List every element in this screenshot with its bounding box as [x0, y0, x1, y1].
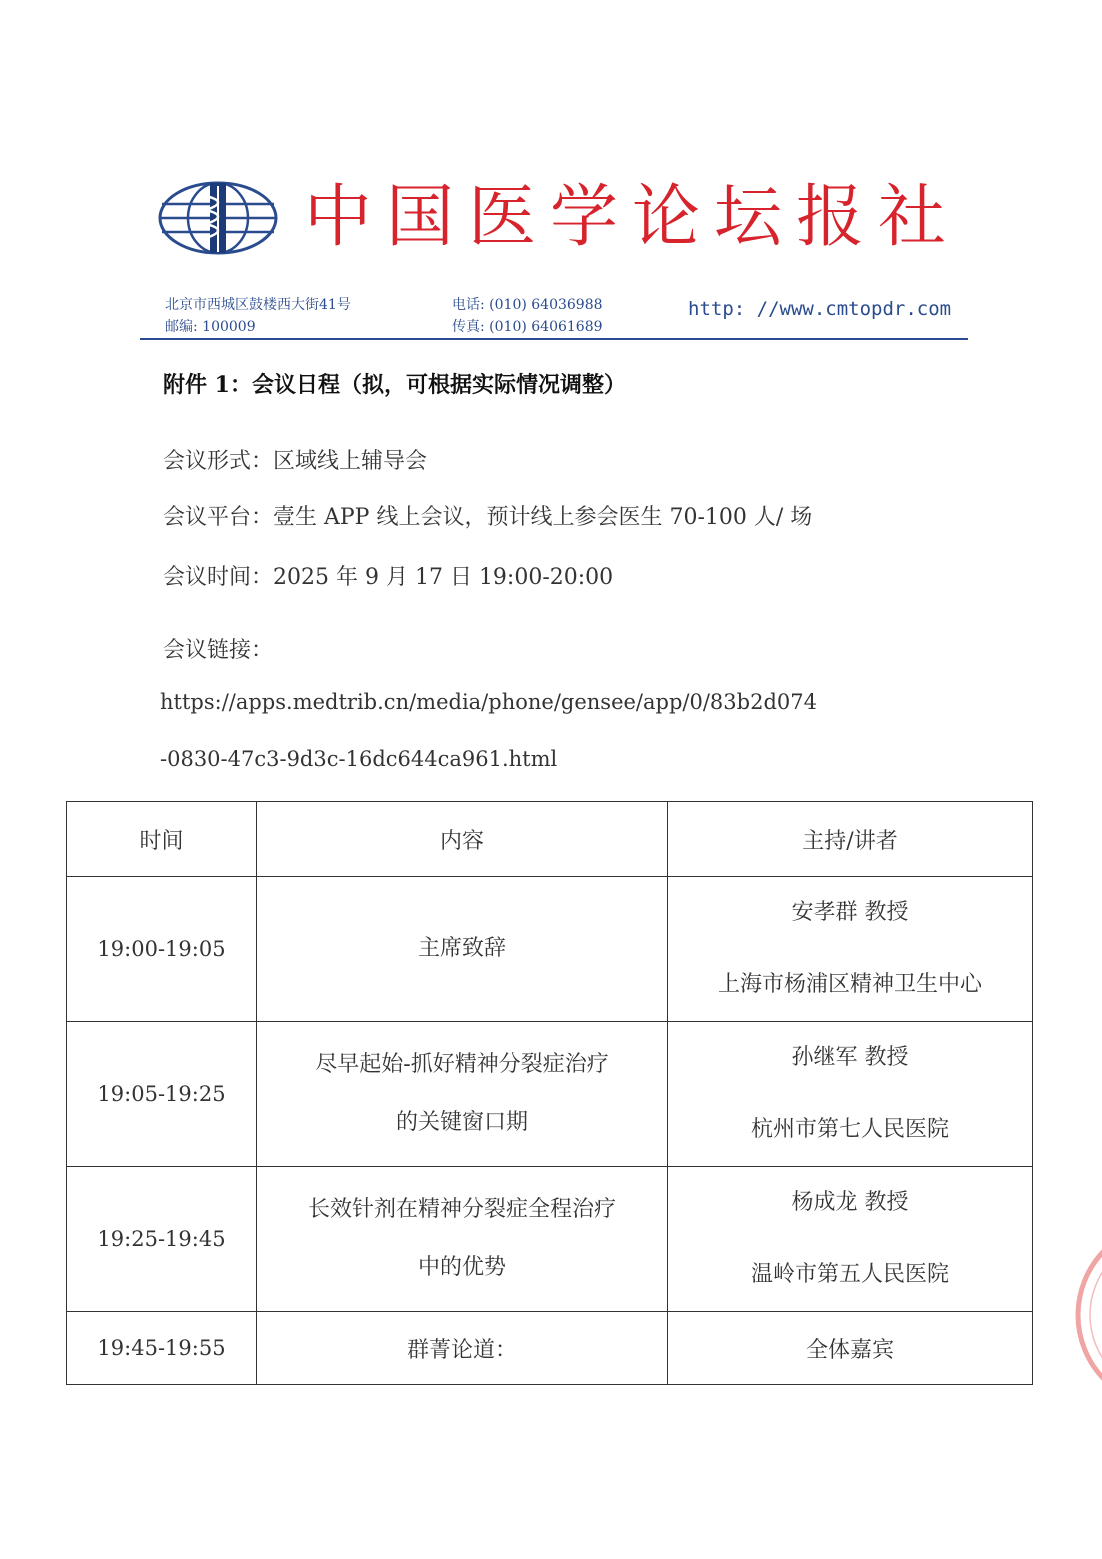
speaker-name: 安孝群 教授 — [791, 900, 909, 925]
content-line: 主席致辞 — [417, 936, 506, 961]
meeting-platform: 会议平台：壹生 APP 线上会议，预计线上参会医生 70-100 人/ 场 — [163, 505, 813, 530]
contact-phone-block — [452, 294, 603, 338]
header-content: 内容 — [257, 802, 668, 877]
agenda-header-row — [67, 802, 1033, 877]
website: http: //www.cmtopdr.com — [688, 298, 952, 320]
meeting-time: 会议时间：2025 年 9 月 17 日 19:00-20:00 — [163, 565, 614, 590]
content-line: 中的优势 — [417, 1255, 506, 1280]
globe-caduceus-logo-icon — [158, 180, 278, 256]
table-row — [67, 1022, 1033, 1167]
content-line: 的关键窗口期 — [395, 1110, 528, 1135]
meeting-format: 会议形式：区域线上辅导会 — [163, 449, 428, 474]
table-row — [67, 1167, 1033, 1312]
postcode: 邮编: 100009 — [165, 319, 256, 335]
phone: 电话: (010) 64036988 — [452, 297, 603, 313]
header-speaker: 主持/讲者 — [668, 802, 1033, 877]
speaker-affiliation: 上海市杨浦区精神卫生中心 — [717, 972, 982, 997]
meeting-link-label: 会议链接： — [163, 638, 274, 663]
speaker-name: 孙继军 教授 — [791, 1045, 909, 1070]
content-line: 群菁论道： — [406, 1337, 517, 1363]
meeting-link-line-2: -0830-47c3-9d3c-16dc644ca961.html — [160, 747, 558, 771]
header-time: 时间 — [67, 802, 257, 877]
header-divider — [140, 338, 968, 340]
meeting-link-line-1: https://apps.medtrib.cn/media/phone/gensee/app/0/83b2d074 — [160, 690, 817, 714]
attachment-title: 附件 1：会议日程（拟，可根据实际情况调整） — [163, 372, 626, 398]
row-speaker — [668, 1167, 1033, 1312]
row-content — [257, 877, 668, 1022]
row-time: 19:05-19:25 — [67, 1022, 257, 1167]
speaker-name: 全体嘉宾 — [805, 1337, 894, 1363]
address: 北京市西城区鼓楼西大街41号 — [165, 297, 351, 313]
row-speaker — [668, 877, 1033, 1022]
row-content — [257, 1167, 668, 1312]
speaker-affiliation: 杭州市第七人民医院 — [750, 1117, 949, 1142]
row-time: 19:45-19:55 — [67, 1312, 257, 1385]
row-speaker — [668, 1022, 1033, 1167]
agenda-table — [66, 801, 1033, 1385]
row-content — [257, 1022, 668, 1167]
table-row — [67, 877, 1033, 1022]
speaker-affiliation: 温岭市第五人民医院 — [750, 1262, 949, 1287]
content-line: 长效针剂在精神分裂症全程治疗 — [307, 1197, 616, 1222]
content-line: 尽早起始-抓好精神分裂症治疗 — [315, 1052, 609, 1077]
speaker-name: 杨成龙 教授 — [791, 1190, 909, 1215]
row-time: 19:25-19:45 — [67, 1167, 257, 1312]
row-speaker — [668, 1312, 1033, 1385]
row-content — [257, 1312, 668, 1385]
fax: 传真: (010) 64061689 — [452, 319, 603, 335]
row-time: 19:00-19:05 — [67, 877, 257, 1022]
red-seal-stamp-icon — [1060, 1215, 1102, 1415]
org-name: 中国医学论坛报社 — [304, 178, 961, 257]
contact-address-block — [165, 294, 351, 338]
table-row — [67, 1312, 1033, 1385]
